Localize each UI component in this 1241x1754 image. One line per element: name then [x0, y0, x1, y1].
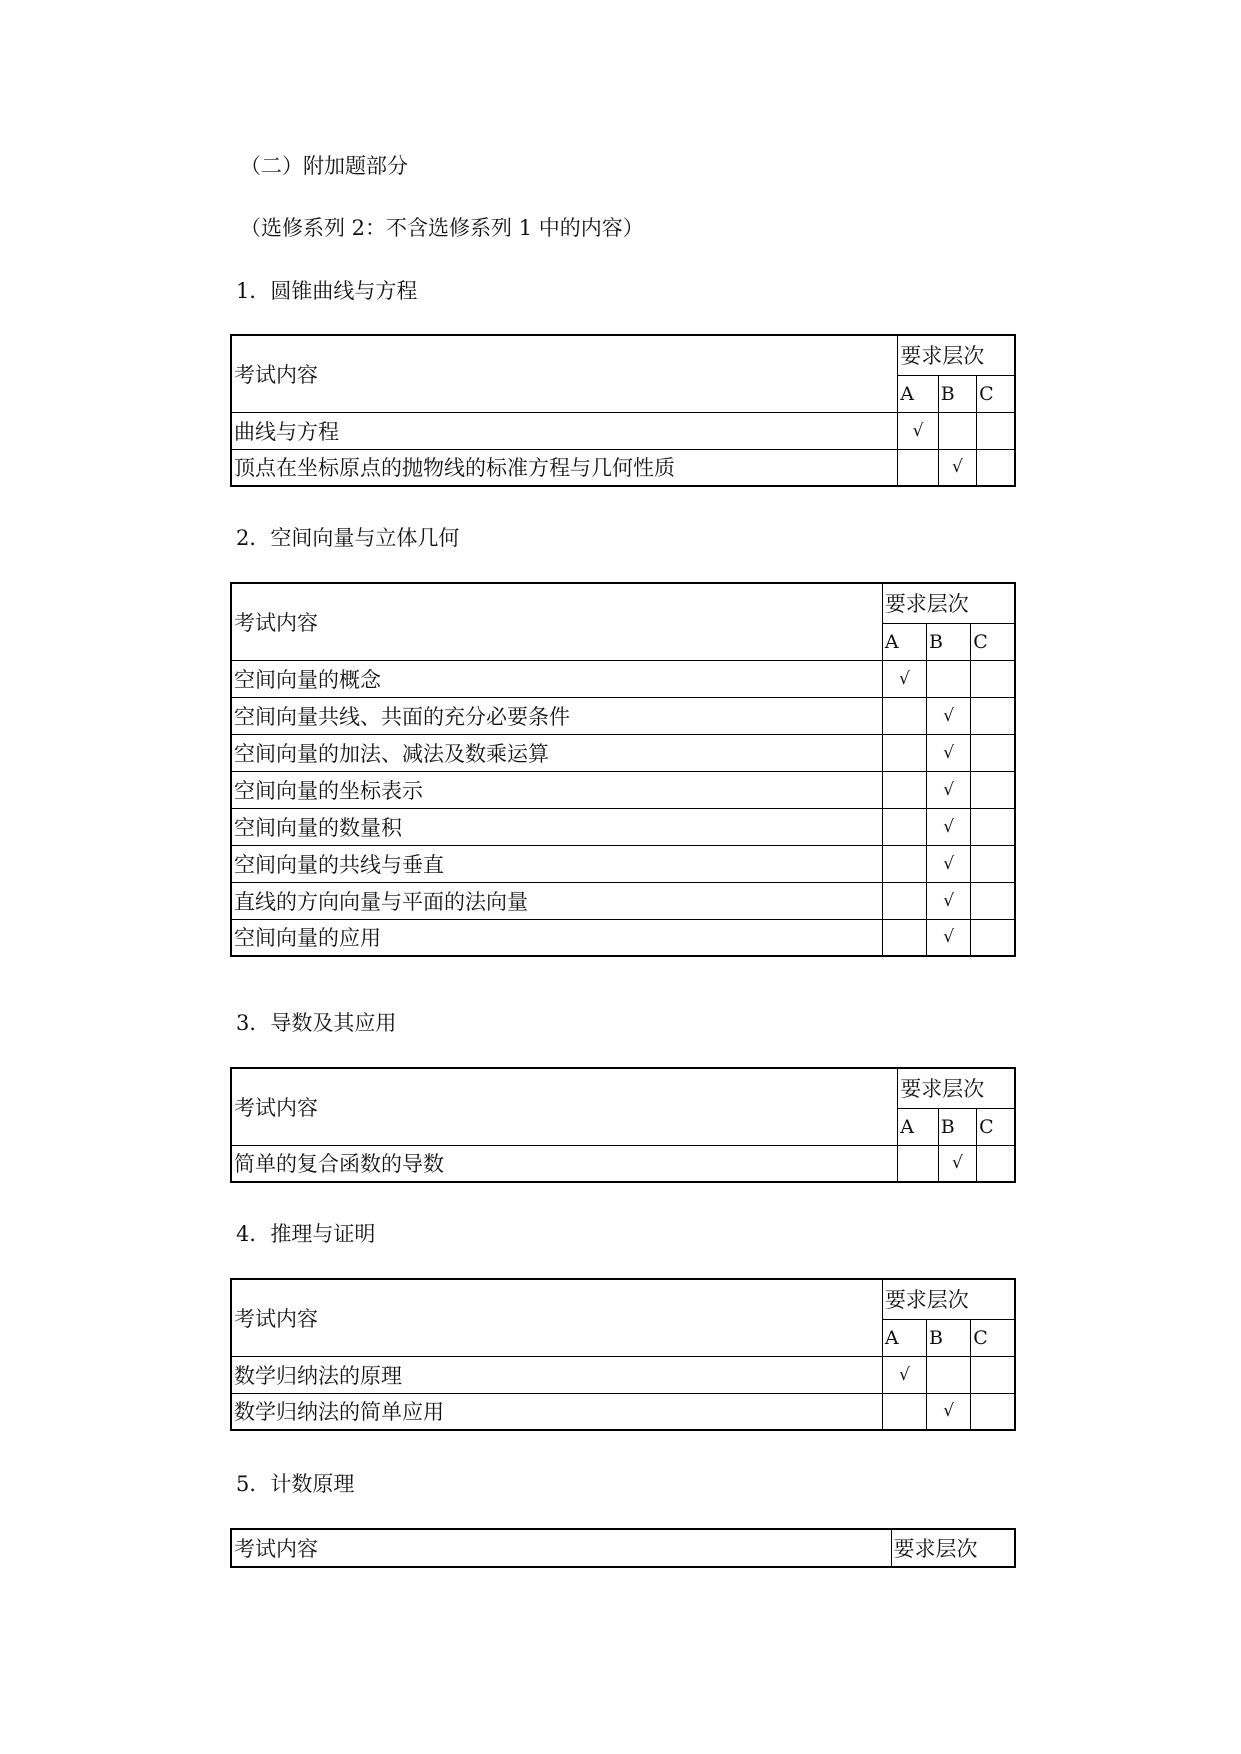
- level-a-cell: √: [882, 660, 926, 697]
- level-header: 要求层次: [898, 335, 1015, 375]
- requirements-table-4: [230, 1278, 1016, 1431]
- scope-note: （选修系列 2：不含选修系列 1 中的内容）: [240, 216, 644, 240]
- row-content: 空间向量的应用: [231, 919, 882, 956]
- level-c-cell: [977, 1145, 1015, 1182]
- section-heading: （二）附加题部分: [240, 154, 408, 178]
- requirements-table-1: [230, 334, 1016, 487]
- row-content: 数学归纳法的原理: [231, 1356, 882, 1393]
- requirements-table-2: [230, 582, 1016, 957]
- level-c-header: C: [977, 1108, 1015, 1145]
- level-c-header: C: [977, 375, 1015, 412]
- content-header: 考试内容: [231, 335, 898, 412]
- level-a-cell: [882, 771, 926, 808]
- row-content: 曲线与方程: [231, 412, 898, 449]
- level-a-header: A: [898, 1108, 938, 1145]
- table-row: [231, 1356, 1015, 1393]
- level-c-cell: [971, 1356, 1015, 1393]
- level-a-cell: [898, 449, 938, 486]
- row-content: 简单的复合函数的导数: [231, 1145, 898, 1182]
- level-b-cell: √: [938, 1145, 976, 1182]
- level-a-cell: [882, 919, 926, 956]
- level-b-cell: [938, 412, 976, 449]
- level-c-cell: [971, 919, 1015, 956]
- section-title-3: 3．导数及其应用: [236, 1011, 397, 1035]
- level-a-cell: [882, 1393, 926, 1430]
- level-a-header: A: [882, 623, 926, 660]
- table-row: [231, 412, 1015, 449]
- level-c-cell: [971, 845, 1015, 882]
- row-content: 直线的方向向量与平面的法向量: [231, 882, 882, 919]
- row-content: 数学归纳法的简单应用: [231, 1393, 882, 1430]
- level-a-cell: [882, 845, 926, 882]
- level-a-cell: [882, 808, 926, 845]
- table-row: [231, 882, 1015, 919]
- content-header: 考试内容: [231, 583, 882, 660]
- level-a-cell: [882, 734, 926, 771]
- level-a-header: A: [898, 375, 938, 412]
- table-row: [231, 771, 1015, 808]
- level-a-cell: √: [882, 1356, 926, 1393]
- table-row: [231, 919, 1015, 956]
- table-row: [231, 845, 1015, 882]
- level-a-cell: [898, 1145, 938, 1182]
- level-b-cell: √: [938, 449, 976, 486]
- level-c-cell: [971, 660, 1015, 697]
- level-c-cell: [971, 697, 1015, 734]
- level-header: 要求层次: [882, 583, 1015, 623]
- table-row: [231, 1145, 1015, 1182]
- table-row: [231, 808, 1015, 845]
- row-content: 空间向量的加法、减法及数乘运算: [231, 734, 882, 771]
- level-b-cell: √: [927, 845, 971, 882]
- level-b-header: B: [938, 1108, 976, 1145]
- row-content: 空间向量的概念: [231, 660, 882, 697]
- level-a-header: A: [882, 1319, 926, 1356]
- section-title-4: 4．推理与证明: [236, 1222, 376, 1246]
- requirements-table-5: [230, 1528, 1016, 1568]
- level-b-cell: √: [927, 882, 971, 919]
- table-row: [231, 734, 1015, 771]
- requirements-table-3: [230, 1067, 1016, 1183]
- table-row: [231, 1393, 1015, 1430]
- section-title-2: 2．空间向量与立体几何: [236, 526, 460, 550]
- table-row: [231, 660, 1015, 697]
- level-c-header: C: [971, 623, 1015, 660]
- level-b-cell: √: [927, 1393, 971, 1430]
- row-content: 空间向量的坐标表示: [231, 771, 882, 808]
- row-content: 空间向量共线、共面的充分必要条件: [231, 697, 882, 734]
- level-b-cell: [927, 660, 971, 697]
- level-header: 要求层次: [891, 1529, 1015, 1567]
- level-b-header: B: [938, 375, 976, 412]
- level-b-cell: √: [927, 771, 971, 808]
- level-b-header: B: [927, 623, 971, 660]
- section-title-5: 5．计数原理: [236, 1472, 355, 1496]
- level-c-cell: [971, 1393, 1015, 1430]
- level-b-cell: [927, 1356, 971, 1393]
- level-c-cell: [971, 771, 1015, 808]
- row-content: 空间向量的共线与垂直: [231, 845, 882, 882]
- level-c-cell: [971, 734, 1015, 771]
- section-title-1: 1．圆锥曲线与方程: [236, 279, 418, 303]
- level-b-header: B: [927, 1319, 971, 1356]
- level-b-cell: √: [927, 808, 971, 845]
- level-header: 要求层次: [882, 1279, 1015, 1319]
- row-content: 空间向量的数量积: [231, 808, 882, 845]
- level-c-cell: [977, 449, 1015, 486]
- level-a-cell: [882, 697, 926, 734]
- content-header: 考试内容: [231, 1068, 898, 1145]
- content-header: 考试内容: [231, 1529, 891, 1567]
- level-b-cell: √: [927, 734, 971, 771]
- content-header: 考试内容: [231, 1279, 882, 1356]
- table-row: [231, 449, 1015, 486]
- level-c-cell: [971, 882, 1015, 919]
- level-c-header: C: [971, 1319, 1015, 1356]
- level-b-cell: √: [927, 697, 971, 734]
- level-a-cell: [882, 882, 926, 919]
- table-row: [231, 697, 1015, 734]
- level-header: 要求层次: [898, 1068, 1015, 1108]
- level-c-cell: [971, 808, 1015, 845]
- level-b-cell: √: [927, 919, 971, 956]
- level-c-cell: [977, 412, 1015, 449]
- level-a-cell: √: [898, 412, 938, 449]
- row-content: 顶点在坐标原点的抛物线的标准方程与几何性质: [231, 449, 898, 486]
